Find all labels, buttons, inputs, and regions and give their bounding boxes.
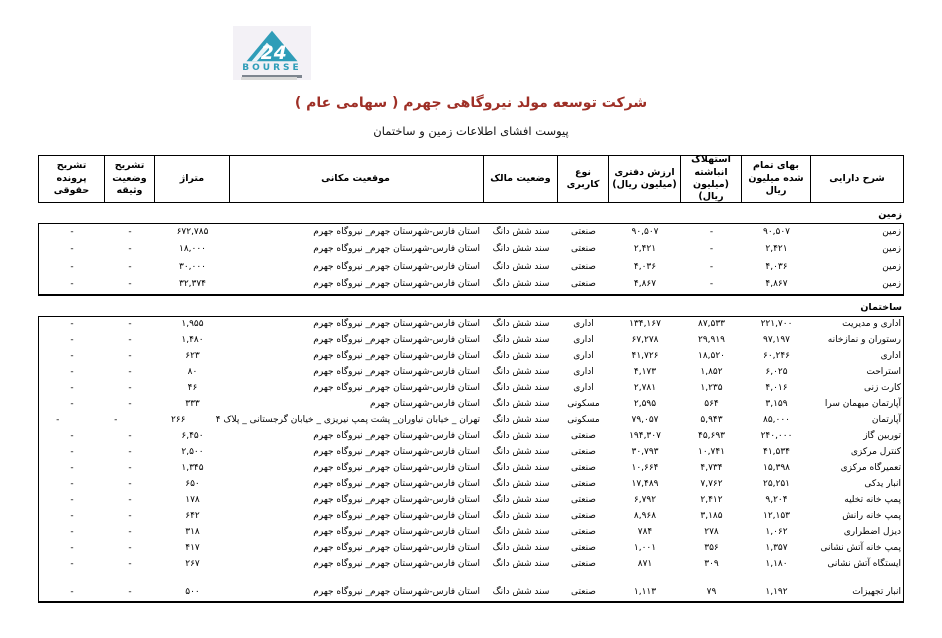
section-box-building [38,316,904,603]
cell-dep: ۲۹,۹۱۹ [697,335,726,346]
cell-owner: سند شش دانگ [492,511,550,522]
cell-dep: ۵,۹۴۳ [700,415,723,426]
cell-legal: - [70,383,74,394]
cell-dep: ۴,۷۳۴ [700,463,723,474]
table-row [39,493,903,509]
cell-asset: اداری و مدیریت [842,319,901,330]
cell-location: استان فارس-شهرستان جهرم_ نیروگاه جهرم [313,319,480,330]
cell-usage: صنعتی [571,543,596,554]
section-box-land [38,223,904,296]
cell-legal: - [70,226,74,237]
table-row [39,541,903,557]
section-label-building: ساختمان [860,302,902,313]
cell-usage: صنعتی [571,431,596,442]
cell-dep: - [709,279,714,290]
cell-book: ۱۷,۴۸۹ [631,479,659,490]
cell-usage: صنعتی [571,447,596,458]
cell-asset: آپارتمان میهمان سرا [824,399,901,410]
table-row [39,349,903,365]
cell-legal: - [70,479,74,490]
cell-book: ۱,۱۱۳ [633,587,657,598]
cell-legal: - [70,399,74,410]
cell-location: استان فارس-شهرستان جهرم_ نیروگاه جهرم [313,543,480,554]
cell-usage: اداری [573,319,594,330]
cell-cost: ۹۷,۱۹۷ [762,335,791,346]
cell-book: ۶,۷۹۲ [633,495,657,506]
cell-lien: - [128,319,132,330]
cell-location: استان فارس-شهرستان جهرم_ نیروگاه جهرم [313,559,480,570]
cell-dep: ۲,۴۱۲ [700,495,723,506]
cell-asset: زمین [882,226,901,237]
cell-cost: ۲,۴۲۱ [765,244,788,255]
cell-lien: - [128,279,132,290]
cell-usage: اداری [573,367,594,378]
cell-lien: - [128,399,132,410]
cell-lien: - [128,447,132,458]
cell-book: ۲,۷۸۱ [633,383,657,394]
cell-usage: صنعتی [571,559,596,570]
cell-cost: ۱,۱۸۰ [765,559,788,570]
cell-book: ۷۹,۰۵۷ [631,415,659,426]
cell-owner: سند شش دانگ [492,383,550,394]
cell-area: ۸۰ [187,367,198,378]
cell-legal: - [70,261,74,272]
cell-dep: ۱,۲۳۵ [700,383,723,394]
cell-dep: ۱,۸۵۲ [700,367,723,378]
cell-usage: صنعتی [571,587,596,598]
cell-dep: ۳۵۶ [704,543,719,554]
cell-area: ۱۸,۰۰۰ [178,244,207,255]
cell-location: استان فارس-شهرستان جهرم_ نیروگاه جهرم [313,279,480,290]
disclosure-table [38,155,904,603]
bourse24-logo [233,26,311,80]
cell-legal: - [70,463,74,474]
cell-cost: ۱۵,۳۹۸ [762,463,791,474]
cell-legal: - [70,559,74,570]
cell-dep: ۷,۷۶۲ [700,479,723,490]
table-row [39,429,903,445]
cell-asset: کارت زنی [863,383,901,394]
cell-legal: - [70,511,74,522]
table-row [39,509,903,525]
cell-owner: سند شش دانگ [492,367,550,378]
cell-book: ۷۸۴ [637,527,653,538]
cell-asset: زمین [882,261,901,272]
cell-owner: سند شش دانگ [492,319,550,330]
cell-asset: انبار یدکی [864,479,901,490]
cell-owner: سند شش دانگ [492,415,550,426]
cell-cost: ۶,۰۲۵ [765,367,788,378]
cell-asset: اداری [880,351,901,362]
cell-lien: - [128,587,132,598]
cell-dep: ۷۹ [706,587,717,598]
cell-owner: سند شش دانگ [492,399,550,410]
cell-lien: - [128,495,132,506]
cell-cost: ۴۱,۵۳۴ [762,447,791,458]
table-row [39,317,903,333]
cell-area: ۱,۹۵۵ [181,319,204,330]
column-header-owner: وضعیت مالک [484,156,558,202]
cell-cost: ۱,۰۶۲ [765,527,788,538]
cell-owner: سند شش دانگ [492,244,550,255]
cell-lien: - [128,383,132,394]
cell-book: ۳۰,۷۹۳ [631,447,659,458]
cell-cost: ۲۲۱,۷۰۰ [760,319,793,330]
cell-lien: - [128,463,132,474]
table-row [39,557,903,573]
cell-lien: - [128,244,132,255]
table-header-row [38,155,904,203]
cell-location: استان فارس-شهرستان جهرم_ نیروگاه جهرم [313,226,480,237]
cell-asset: انبار تجهیزات [852,587,901,598]
cell-location: استان فارس-شهرستان جهرم_ نیروگاه جهرم [313,447,480,458]
cell-legal: - [70,527,74,538]
cell-dep: ۸۷,۵۳۳ [697,319,726,330]
title-block [0,94,942,139]
cell-asset: پمپ خانه آتش نشانی [820,543,901,554]
table-sections [38,209,904,603]
cell-usage: صنعتی [571,463,596,474]
cell-cost: ۹,۲۰۴ [765,495,788,506]
cell-lien: - [128,335,132,346]
cell-cost: ۸۵,۰۰۰ [762,415,791,426]
cell-asset: تعمیرگاه مرکزی [840,463,901,474]
cell-location: استان فارس-شهرستان جهرم_ نیروگاه جهرم [313,431,480,442]
section-label-land: زمین [878,209,902,220]
cell-book: ۶۷,۲۷۸ [631,335,659,346]
cell-area: ۴۶ [187,383,198,394]
cell-area: ۶,۴۵۰ [181,431,204,442]
cell-dep: ۲۷۸ [704,527,719,538]
cell-area: ۳۰,۰۰۰ [178,261,207,272]
cell-asset: زمین [882,279,901,290]
cell-location: استان فارس-شهرستان جهرم_ نیروگاه جهرم [313,527,480,538]
column-header-location: موقعیت مکانی [230,156,484,202]
cell-legal: - [70,447,74,458]
cell-lien: - [128,351,132,362]
cell-location: استان فارس-شهرستان جهرم_ نیروگاه جهرم [313,335,480,346]
cell-book: ۱۳۴,۱۶۷ [629,319,661,330]
cell-legal: - [70,279,74,290]
cell-area: ۱,۳۴۵ [181,463,204,474]
cell-book: ۸,۹۶۸ [633,511,657,522]
cell-book: ۲,۵۹۵ [633,399,657,410]
cell-owner: سند شش دانگ [492,351,550,362]
table-row [39,461,903,477]
table-row [39,242,903,260]
cell-owner: سند شش دانگ [492,261,550,272]
cell-dep: - [709,226,714,237]
cell-usage: اداری [573,383,594,394]
table-row [39,573,903,585]
cell-location: استان فارس-شهرستان جهرم_ نیروگاه جهرم [313,351,480,362]
cell-lien: - [128,367,132,378]
table-row [39,365,903,381]
logo-brand-text: BOURSE [242,63,302,73]
cell-asset: کنترل مرکزی [850,447,901,458]
cell-owner: سند شش دانگ [492,587,550,598]
cell-cost: ۹۰,۵۰۷ [762,226,791,237]
cell-owner: سند شش دانگ [492,479,550,490]
cell-owner: سند شش دانگ [492,527,550,538]
table-row [39,381,903,397]
column-header-area: متراژ [155,156,230,202]
column-header-asset: شرح دارایی [829,172,885,184]
cell-location: استان فارس-شهرستان جهرم [370,399,480,410]
table-row [39,333,903,349]
page-title: شرکت توسعه مولد نیروگاهی جهرم ( سهامی عام ) [294,95,648,111]
cell-location: استان فارس-شهرستان جهرم_ نیروگاه جهرم [313,587,480,598]
cell-owner: سند شش دانگ [492,543,550,554]
cell-area: ۶۲۳ [185,351,200,362]
cell-legal: - [70,431,74,442]
cell-cost: ۱۲,۱۵۳ [762,511,791,522]
cell-owner: سند شش دانگ [492,279,550,290]
cell-location: استان فارس-شهرستان جهرم_ نیروگاه جهرم [313,261,480,272]
cell-usage: صنعتی [571,511,596,522]
cell-dep: - [709,261,714,272]
cell-usage: اداری [573,335,594,346]
svg-text:24: 24 [260,42,287,64]
table-row [39,224,903,242]
cell-cost: ۴,۸۶۷ [765,279,788,290]
table-row [39,525,903,541]
cell-asset: رستوران و نمازخانه [827,335,901,346]
cell-asset: پمپ خانه تخلیه [844,495,901,506]
cell-area: ۳۲,۳۷۴ [178,279,207,290]
logo-caption-text [241,77,297,80]
cell-location: تهران _ خیابان نیاوران_ پشت پمپ نیریزی _ خیابان گرجستانی _ پلاک ۴ [215,415,480,426]
table-row [39,445,903,461]
cell-owner: سند شش دانگ [492,559,550,570]
cell-lien: - [128,431,132,442]
cell-lien: - [128,559,132,570]
cell-legal: - [70,495,74,506]
cell-location: استان فارس-شهرستان جهرم_ نیروگاه جهرم [313,244,480,255]
cell-book: ۴,۱۷۳ [633,367,657,378]
cell-book: ۴,۸۶۷ [633,279,657,290]
cell-book: ۴,۰۳۶ [633,261,657,272]
page-subtitle: پیوست افشای اطلاعات زمین و ساختمان [373,124,569,138]
cell-lien: - [114,415,118,426]
cell-usage: صنعتی [571,479,596,490]
table-row [39,397,903,413]
cell-asset: آپارتمان [871,415,901,426]
cell-usage: صنعتی [571,244,596,255]
cell-legal: - [70,351,74,362]
cell-owner: سند شش دانگ [492,431,550,442]
cell-dep: ۴۵,۶۹۳ [697,431,726,442]
column-header-usage: نوع کاربری [558,156,609,202]
cell-cost: ۳,۱۵۹ [765,399,788,410]
column-header-legal: تشریح پرونده حقوقی [39,156,105,202]
cell-area: ۶۷۲,۷۸۵ [176,226,209,237]
cell-lien: - [128,527,132,538]
cell-location: استان فارس-شهرستان جهرم_ نیروگاه جهرم [313,367,480,378]
cell-dep: ۳۰۹ [704,559,719,570]
cell-location: استان فارس-شهرستان جهرم_ نیروگاه جهرم [313,463,480,474]
cell-usage: صنعتی [571,527,596,538]
cell-cost: ۶۰,۲۴۶ [762,351,791,362]
table-row [39,477,903,493]
cell-usage: صنعتی [571,226,596,237]
column-header-lien: تشریح وضعیت وثیقه [105,156,155,202]
cell-owner: سند شش دانگ [492,463,550,474]
cell-dep: ۳,۱۸۵ [700,511,723,522]
cell-cost: ۲۵,۲۵۱ [762,479,791,490]
cell-location: استان فارس-شهرستان جهرم_ نیروگاه جهرم [313,511,480,522]
cell-area: ۳۱۸ [185,527,200,538]
cell-asset: ایستگاه آتش نشانی [827,559,901,570]
cell-area: ۱,۴۸۰ [181,335,204,346]
cell-owner: سند شش دانگ [492,447,550,458]
cell-legal: - [70,244,74,255]
cell-book: ۲,۴۲۱ [633,244,657,255]
cell-usage: صنعتی [571,495,596,506]
cell-asset: استراحت [866,367,901,378]
column-header-book: ارزش دفتری (میلیون ریال) [609,156,681,202]
cell-lien: - [128,226,132,237]
cell-area: ۲۶۶ [170,415,186,426]
cell-lien: - [128,543,132,554]
cell-lien: - [128,261,132,272]
cell-cost: ۱,۳۵۷ [765,543,788,554]
cell-cost: ۴,۰۱۶ [765,383,788,394]
cell-book: ۱۹۴,۳۰۷ [629,431,661,442]
cell-asset: زمین [882,244,901,255]
cell-asset: توربین گاز [863,431,901,442]
column-header-cost: بهای تمام شده میلیون ریال [742,156,811,202]
cell-usage: صنعتی [571,279,596,290]
cell-area: ۵۰۰ [185,587,200,598]
column-header-dep: استهلاک انباشته (میلیون ریال) [681,156,742,202]
cell-area: ۳۳۳ [185,399,200,410]
cell-owner: سند شش دانگ [492,335,550,346]
cell-cost: ۲۴۰,۰۰۰ [760,431,793,442]
cell-location: استان فارس-شهرستان جهرم_ نیروگاه جهرم [313,383,480,394]
cell-book: ۱۰,۶۶۴ [631,463,659,474]
cell-area: ۶۵۰ [185,479,200,490]
cell-lien: - [128,511,132,522]
cell-legal: - [56,415,60,426]
cell-legal: - [70,319,74,330]
table-row [39,585,903,601]
cell-book: ۴۱,۷۲۶ [631,351,659,362]
cell-cost: ۱,۱۹۲ [765,587,788,598]
cell-owner: سند شش دانگ [492,226,550,237]
cell-legal: - [70,587,74,598]
cell-area: ۶۴۲ [185,511,200,522]
cell-cost: ۴,۰۳۶ [765,261,788,272]
cell-book: ۱,۰۰۱ [633,543,657,554]
cell-lien: - [128,479,132,490]
table-row [39,413,903,429]
cell-area: ۲,۵۰۰ [181,447,204,458]
cell-book: ۹۰,۵۰۷ [631,226,659,237]
cell-dep: ۱۸,۵۲۰ [697,351,726,362]
cell-dep: ۵۶۴ [704,399,719,410]
cell-legal: - [70,543,74,554]
cell-legal: - [70,367,74,378]
cell-area: ۲۶۷ [185,559,200,570]
table-row [39,259,903,277]
cell-dep: ۱۰,۷۴۱ [697,447,726,458]
cell-owner: سند شش دانگ [492,495,550,506]
cell-location: استان فارس-شهرستان جهرم_ نیروگاه جهرم [313,495,480,506]
cell-usage: مسکونی [567,415,600,426]
cell-area: ۱۷۸ [185,495,200,506]
cell-dep: - [709,244,714,255]
cell-asset: دیزل اضطراری [843,527,901,538]
logo-triangle-icon [244,29,300,63]
cell-legal: - [70,335,74,346]
table-row [39,277,903,295]
cell-asset: پمپ خانه رانش [842,511,901,522]
cell-location: استان فارس-شهرستان جهرم_ نیروگاه جهرم [313,479,480,490]
cell-usage: اداری [573,351,594,362]
cell-usage: مسکونی [567,399,600,410]
cell-usage: صنعتی [571,261,596,272]
cell-area: ۴۱۷ [185,543,200,554]
cell-book: ۸۷۱ [637,559,653,570]
